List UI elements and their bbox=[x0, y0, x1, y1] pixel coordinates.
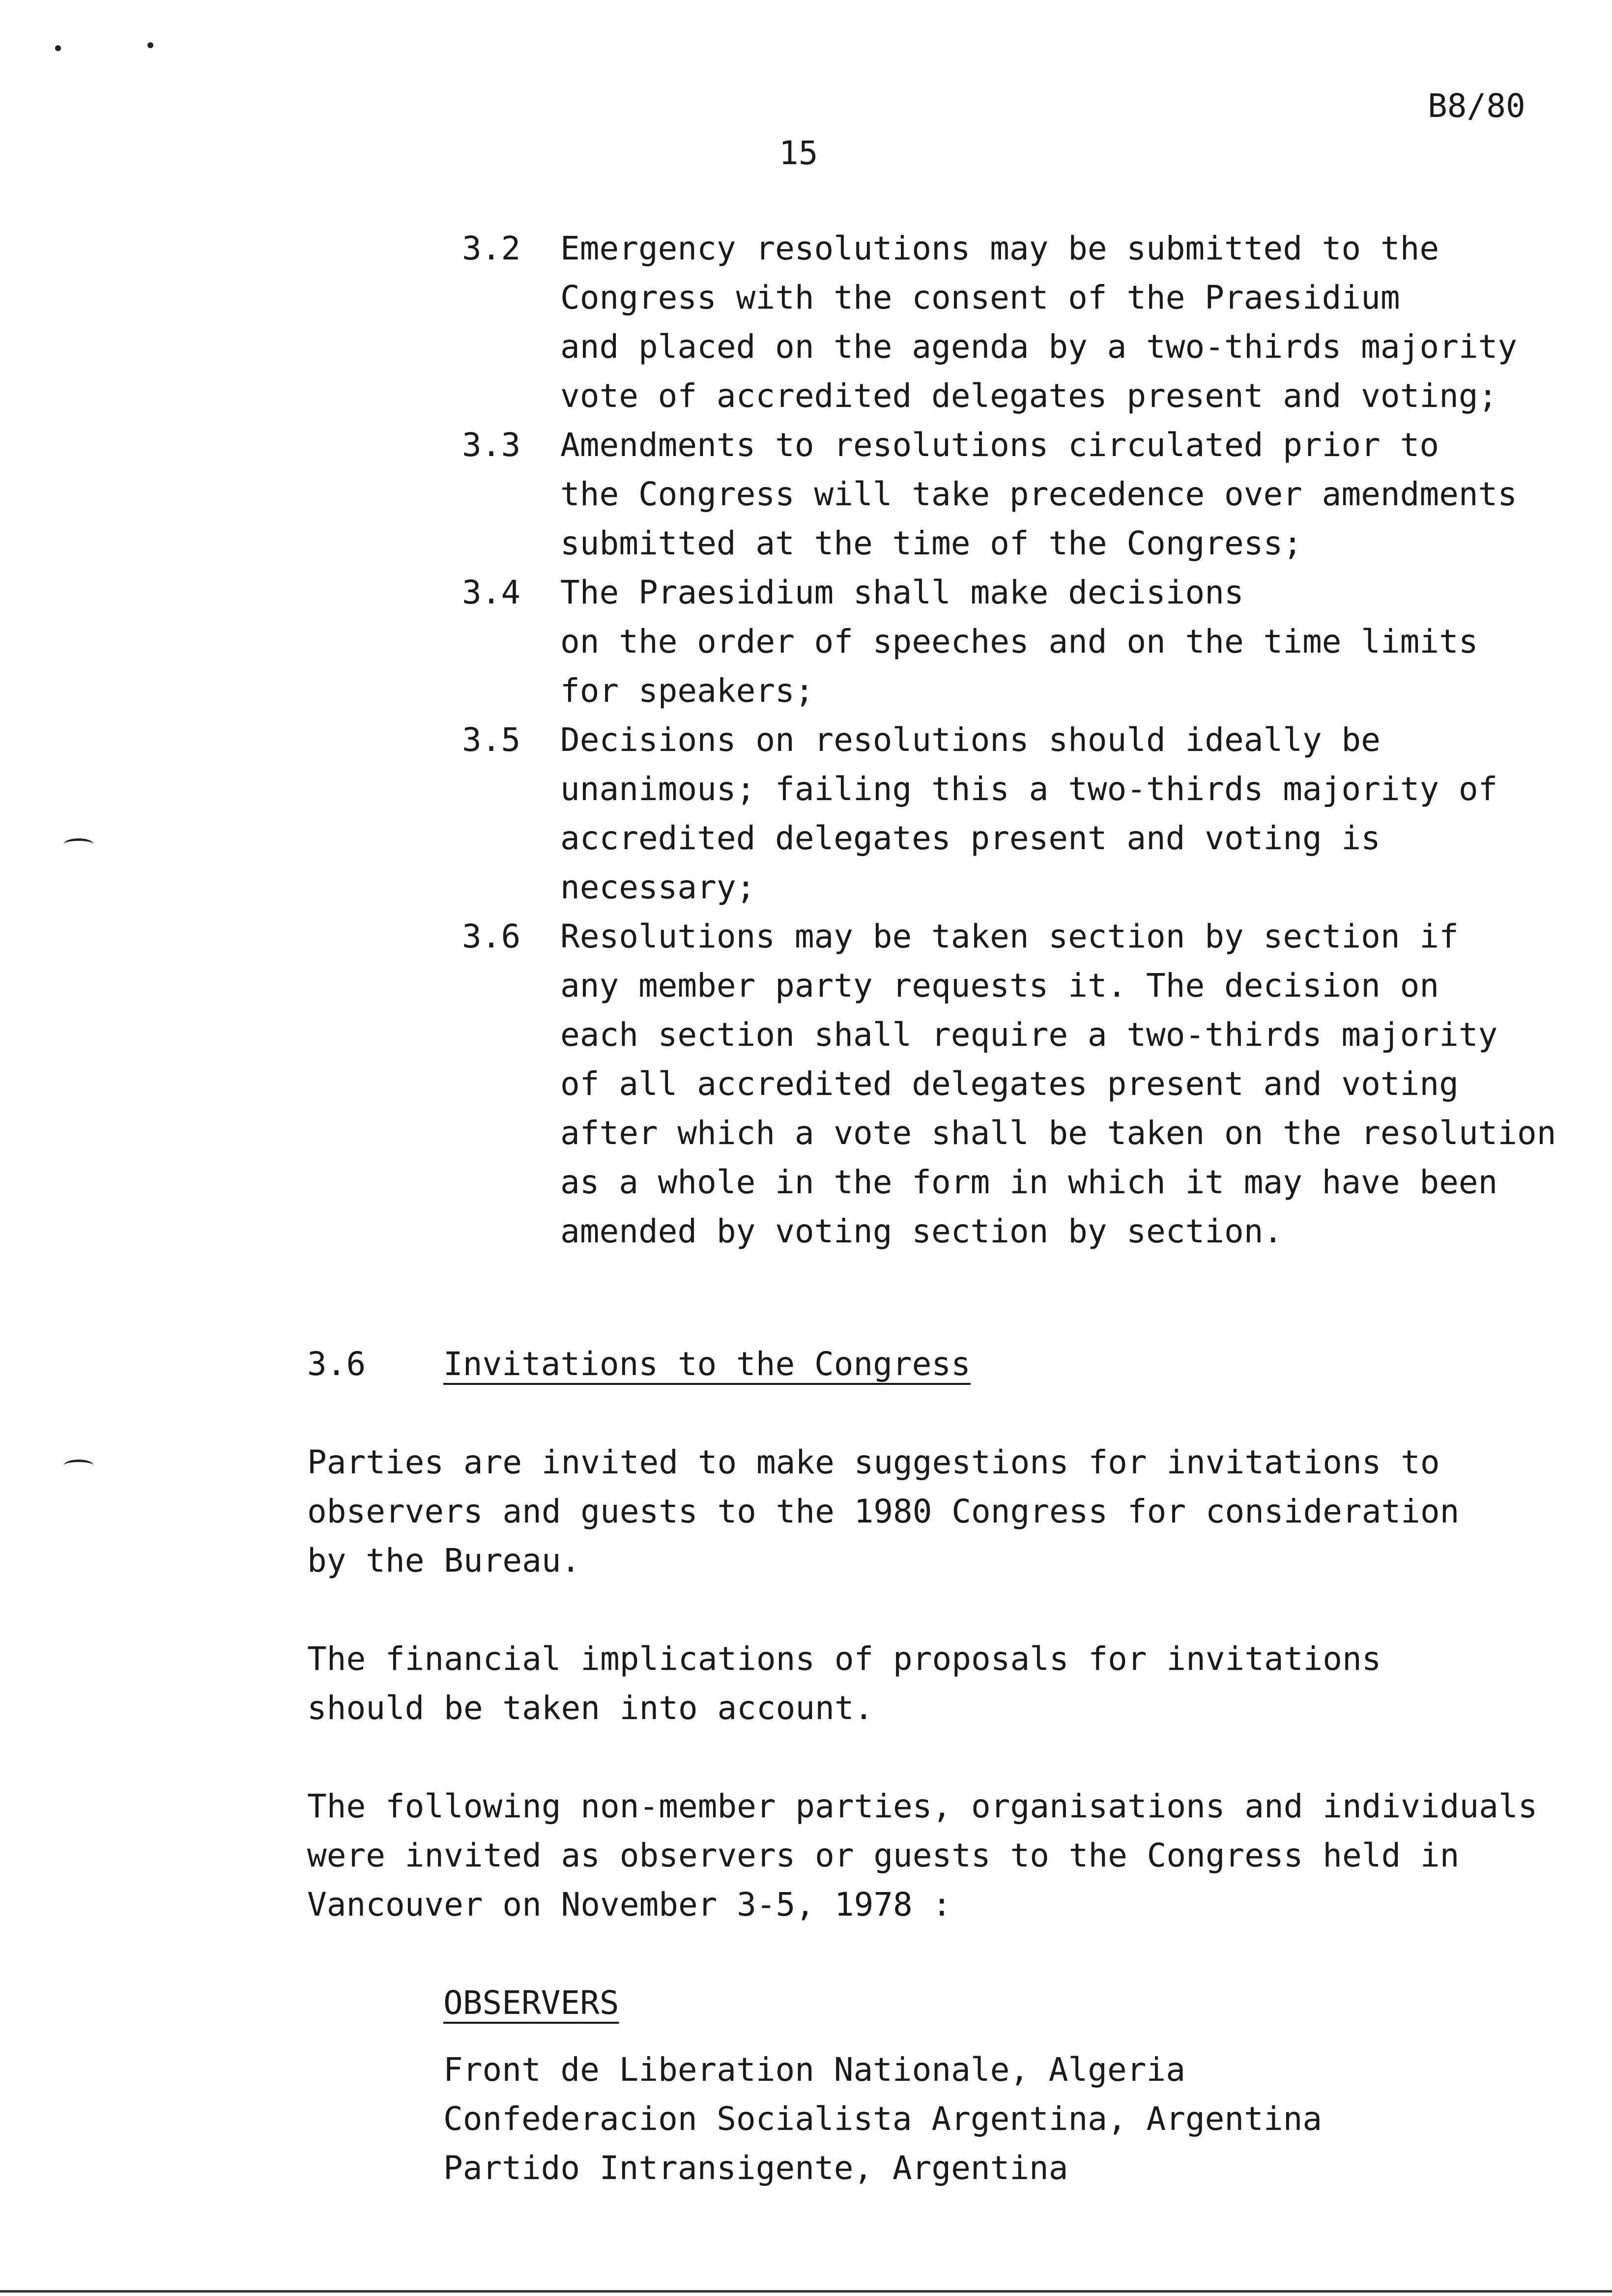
paragraph-financial bbox=[307, 1635, 1381, 1733]
item-line: necessary; bbox=[560, 868, 756, 906]
item-line: of all accredited delegates present and voting bbox=[560, 1065, 1459, 1103]
item-line: any member party requests it. The decision on bbox=[560, 967, 1439, 1004]
paragraph-line: Vancouver on November 3-5, 1978 : bbox=[307, 1886, 952, 1923]
list-item: Front de Liberation Nationale, Algeria bbox=[443, 2051, 1185, 2089]
list-item: Partido Intransigente, Argentina bbox=[443, 2149, 1068, 2187]
item-line: Decisions on resolutions should ideally be bbox=[560, 721, 1381, 759]
item-number: 3.4 bbox=[462, 574, 521, 611]
item-line: on the order of speeches and on the time limits bbox=[560, 623, 1478, 660]
list-item: Confederacion Socialista Argentina, Argentina bbox=[443, 2100, 1323, 2138]
margin-mark bbox=[64, 838, 93, 850]
item-line: unanimous; failing this a two-thirds majority of bbox=[560, 770, 1498, 808]
margin-dot bbox=[147, 42, 153, 48]
item-number: 3.3 bbox=[462, 426, 521, 464]
item-line: as a whole in the form in which it may have been bbox=[560, 1163, 1498, 1201]
section-number: 3.6 bbox=[307, 1345, 366, 1383]
item-line: and placed on the agenda by a two-thirds majority bbox=[560, 328, 1518, 366]
item-line: Resolutions may be taken section by section if bbox=[560, 918, 1459, 955]
paragraph-line: The following non-member parties, organisations and individuals bbox=[307, 1787, 1538, 1825]
item-line: each section shall require a two-thirds majority bbox=[560, 1016, 1498, 1054]
item-number: 3.6 bbox=[462, 918, 521, 955]
bottom-edge-rule bbox=[0, 2290, 1612, 2293]
item-line: submitted at the time of the Congress; bbox=[560, 524, 1302, 562]
observers-list bbox=[443, 2045, 1322, 2193]
item-line: accredited delegates present and voting is bbox=[560, 819, 1381, 857]
paragraph-line: by the Bureau. bbox=[307, 1542, 581, 1579]
item-line: after which a vote shall be taken on the resolution bbox=[560, 1114, 1556, 1152]
page-number: 15 bbox=[779, 134, 818, 172]
paragraph-line: observers and guests to the 1980 Congress for consideration bbox=[307, 1492, 1460, 1530]
paragraph-line: Parties are invited to make suggestions for invitations to bbox=[307, 1443, 1440, 1481]
item-line: The Praesidium shall make decisions bbox=[560, 574, 1244, 611]
item-line: amended by voting section by section. bbox=[560, 1212, 1283, 1250]
margin-dot bbox=[55, 45, 61, 51]
paragraph-line: were invited as observers or guests to the Congress held in bbox=[307, 1837, 1460, 1874]
item-line: Emergency resolutions may be submitted to the bbox=[560, 230, 1439, 267]
document-reference: B8/80 bbox=[1428, 87, 1526, 125]
paragraph-invitations bbox=[307, 1438, 1459, 1585]
margin-mark bbox=[64, 1460, 93, 1471]
item-line: vote of accredited delegates present and voting; bbox=[560, 377, 1498, 415]
paragraph-line: The financial implications of proposals for invitations bbox=[307, 1640, 1382, 1678]
item-number: 3.5 bbox=[462, 721, 521, 759]
paragraph-line: should be taken into account. bbox=[307, 1689, 874, 1727]
item-line: Amendments to resolutions circulated prior to bbox=[560, 426, 1439, 464]
item-line: the Congress will take precedence over amendments bbox=[560, 475, 1518, 513]
observers-heading: OBSERVERS bbox=[443, 1984, 619, 2022]
item-line: Congress with the consent of the Praesidium bbox=[560, 279, 1400, 316]
item-number: 3.2 bbox=[462, 230, 521, 267]
item-line: for speakers; bbox=[560, 672, 814, 710]
paragraph-invited-list bbox=[307, 1782, 1537, 1929]
section-title: Invitations to the Congress bbox=[443, 1345, 971, 1383]
